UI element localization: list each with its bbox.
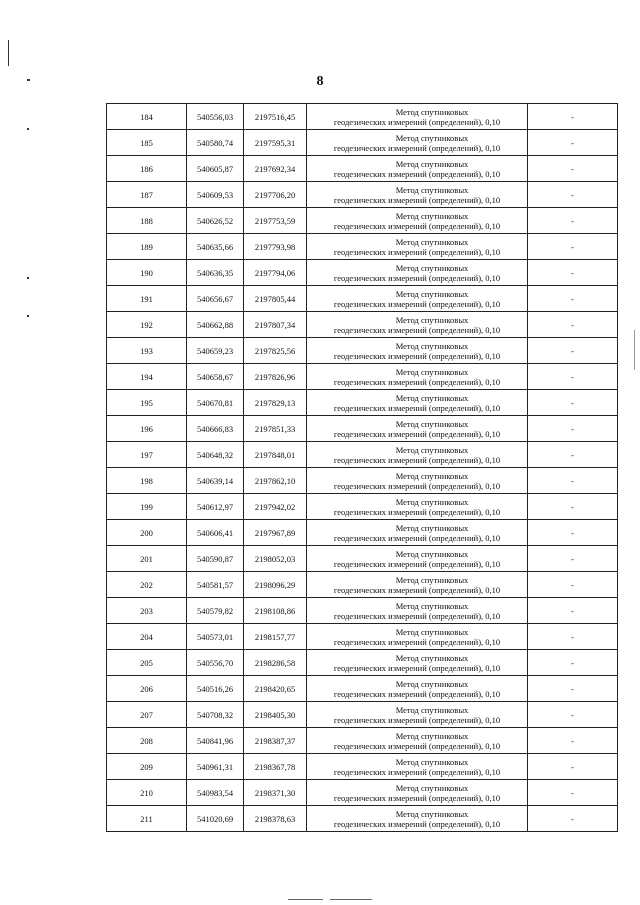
table-row [107, 364, 618, 390]
method-line2: геодезических измерений (определений), 0,10 [333, 610, 501, 621]
method-cell [307, 624, 528, 650]
point-number-cell: 207 [107, 702, 187, 728]
method-line1: Метод спутниковых [395, 314, 469, 325]
table-row [107, 728, 618, 754]
table-row [107, 182, 618, 208]
y-coordinate-cell: 2197516,45 [244, 104, 307, 130]
method-line1: Метод спутниковых [395, 756, 469, 767]
method-cell [307, 156, 528, 182]
method-line2: геодезических измерений (определений), 0,10 [333, 688, 501, 699]
point-number-cell: 208 [107, 728, 187, 754]
method-cell [307, 312, 528, 338]
method-line1: Метод спутниковых [395, 678, 469, 689]
x-coordinate-cell: 540983,54 [187, 780, 244, 806]
y-coordinate-cell: 2198420,65 [244, 676, 307, 702]
method-line1: Метод спутниковых [395, 158, 469, 169]
x-coordinate-cell: 540626,52 [187, 208, 244, 234]
scan-artifact-bar [8, 40, 9, 66]
method-cell [307, 546, 528, 572]
note-cell: - [528, 676, 618, 702]
table-row [107, 312, 618, 338]
point-number-cell: 194 [107, 364, 187, 390]
note-cell: - [528, 754, 618, 780]
y-coordinate-cell: 2198096,29 [244, 572, 307, 598]
method-cell [307, 650, 528, 676]
table-row [107, 676, 618, 702]
method-cell [307, 494, 528, 520]
method-line2: геодезических измерений (определений), 0,10 [333, 454, 501, 465]
method-line2: геодезических измерений (определений), 0,10 [333, 766, 501, 777]
scan-artifact-dot [27, 79, 30, 81]
point-number-cell: 189 [107, 234, 187, 260]
note-cell: - [528, 494, 618, 520]
method-line1: Метод спутниковых [395, 470, 469, 481]
coordinates-table [106, 103, 618, 832]
table-row [107, 494, 618, 520]
note-cell: - [528, 104, 618, 130]
x-coordinate-cell: 540609,53 [187, 182, 244, 208]
y-coordinate-cell: 2197829,13 [244, 390, 307, 416]
table-row [107, 234, 618, 260]
y-coordinate-cell: 2198378,63 [244, 806, 307, 832]
method-cell [307, 208, 528, 234]
note-cell: - [528, 598, 618, 624]
note-cell: - [528, 156, 618, 182]
method-line1: Метод спутниковых [395, 574, 469, 585]
point-number-cell: 192 [107, 312, 187, 338]
y-coordinate-cell: 2198405,30 [244, 702, 307, 728]
method-line2: геодезических измерений (определений), 0,10 [333, 376, 501, 387]
table-row [107, 598, 618, 624]
y-coordinate-cell: 2197692,34 [244, 156, 307, 182]
method-cell [307, 442, 528, 468]
x-coordinate-cell: 540573,01 [187, 624, 244, 650]
y-coordinate-cell: 2198286,58 [244, 650, 307, 676]
method-line1: Метод спутниковых [395, 730, 469, 741]
note-cell: - [528, 416, 618, 442]
x-coordinate-cell: 540708,32 [187, 702, 244, 728]
y-coordinate-cell: 2197825,56 [244, 338, 307, 364]
method-cell [307, 364, 528, 390]
method-cell [307, 598, 528, 624]
note-cell: - [528, 728, 618, 754]
x-coordinate-cell: 540606,41 [187, 520, 244, 546]
method-line2: геодезических измерений (определений), 0,10 [333, 740, 501, 751]
y-coordinate-cell: 2198367,78 [244, 754, 307, 780]
y-coordinate-cell: 2197942,02 [244, 494, 307, 520]
method-cell [307, 780, 528, 806]
point-number-cell: 198 [107, 468, 187, 494]
method-line1: Метод спутниковых [395, 288, 469, 299]
table-row [107, 104, 618, 130]
method-cell [307, 728, 528, 754]
method-cell [307, 806, 528, 832]
method-line2: геодезических измерений (определений), 0,10 [333, 246, 501, 257]
method-line1: Метод спутниковых [395, 600, 469, 611]
x-coordinate-cell: 540658,67 [187, 364, 244, 390]
method-line1: Метод спутниковых [395, 262, 469, 273]
y-coordinate-cell: 2198387,37 [244, 728, 307, 754]
table-row [107, 156, 618, 182]
method-cell [307, 234, 528, 260]
x-coordinate-cell: 540648,32 [187, 442, 244, 468]
method-line1: Метод спутниковых [395, 626, 469, 637]
y-coordinate-cell: 2197848,01 [244, 442, 307, 468]
method-line1: Метод спутниковых [395, 392, 469, 403]
method-line2: геодезических измерений (определений), 0,10 [333, 662, 501, 673]
note-cell: - [528, 806, 618, 832]
note-cell: - [528, 442, 618, 468]
y-coordinate-cell: 2197595,31 [244, 130, 307, 156]
point-number-cell: 197 [107, 442, 187, 468]
point-number-cell: 187 [107, 182, 187, 208]
point-number-cell: 191 [107, 286, 187, 312]
x-coordinate-cell: 540516,26 [187, 676, 244, 702]
point-number-cell: 200 [107, 520, 187, 546]
method-line2: геодезических измерений (определений), 0,10 [333, 480, 501, 491]
note-cell: - [528, 182, 618, 208]
method-line1: Метод спутниковых [395, 496, 469, 507]
table-row [107, 338, 618, 364]
x-coordinate-cell: 540590,87 [187, 546, 244, 572]
x-coordinate-cell: 540636,35 [187, 260, 244, 286]
method-line2: геодезических измерений (определений), 0,10 [333, 506, 501, 517]
table-row [107, 780, 618, 806]
method-line1: Метод спутниковых [395, 184, 469, 195]
note-cell: - [528, 312, 618, 338]
point-number-cell: 185 [107, 130, 187, 156]
method-line2: геодезических измерений (определений), 0,10 [333, 272, 501, 283]
method-line2: геодезических измерений (определений), 0,10 [333, 324, 501, 335]
x-coordinate-cell: 540662,88 [187, 312, 244, 338]
y-coordinate-cell: 2197826,96 [244, 364, 307, 390]
point-number-cell: 201 [107, 546, 187, 572]
method-line1: Метод спутниковых [395, 548, 469, 559]
method-line1: Метод спутниковых [395, 782, 469, 793]
method-line2: геодезических измерений (определений), 0,10 [333, 818, 501, 829]
method-cell [307, 260, 528, 286]
method-cell [307, 416, 528, 442]
y-coordinate-cell: 2197967,89 [244, 520, 307, 546]
y-coordinate-cell: 2197805,44 [244, 286, 307, 312]
note-cell: - [528, 624, 618, 650]
note-cell: - [528, 338, 618, 364]
point-number-cell: 186 [107, 156, 187, 182]
scan-artifact-dot [27, 315, 29, 317]
method-line2: геодезических измерений (определений), 0,10 [333, 298, 501, 309]
point-number-cell: 188 [107, 208, 187, 234]
method-line2: геодезических измерений (определений), 0,10 [333, 584, 501, 595]
method-cell [307, 520, 528, 546]
y-coordinate-cell: 2198157,77 [244, 624, 307, 650]
scan-artifact-dot [27, 128, 29, 130]
x-coordinate-cell: 540556,03 [187, 104, 244, 130]
point-number-cell: 184 [107, 104, 187, 130]
method-line1: Метод спутниковых [395, 340, 469, 351]
y-coordinate-cell: 2198371,30 [244, 780, 307, 806]
note-cell: - [528, 286, 618, 312]
note-cell: - [528, 468, 618, 494]
y-coordinate-cell: 2197753,59 [244, 208, 307, 234]
table-row [107, 286, 618, 312]
note-cell: - [528, 208, 618, 234]
table-row [107, 390, 618, 416]
point-number-cell: 210 [107, 780, 187, 806]
x-coordinate-cell: 540581,57 [187, 572, 244, 598]
method-cell [307, 182, 528, 208]
note-cell: - [528, 572, 618, 598]
y-coordinate-cell: 2197862,10 [244, 468, 307, 494]
point-number-cell: 205 [107, 650, 187, 676]
point-number-cell: 190 [107, 260, 187, 286]
note-cell: - [528, 234, 618, 260]
method-cell [307, 286, 528, 312]
table-row [107, 442, 618, 468]
y-coordinate-cell: 2197793,98 [244, 234, 307, 260]
method-cell [307, 104, 528, 130]
x-coordinate-cell: 540579,82 [187, 598, 244, 624]
coordinates-table-body [107, 104, 618, 832]
table-row [107, 754, 618, 780]
table-row [107, 702, 618, 728]
footer-line [288, 899, 323, 900]
note-cell: - [528, 390, 618, 416]
page-number: 8 [316, 74, 324, 89]
point-number-cell: 193 [107, 338, 187, 364]
x-coordinate-cell: 540666,83 [187, 416, 244, 442]
x-coordinate-cell: 540656,67 [187, 286, 244, 312]
table-row [107, 520, 618, 546]
note-cell: - [528, 780, 618, 806]
table-row [107, 130, 618, 156]
table-row [107, 650, 618, 676]
method-line2: геодезических измерений (определений), 0,10 [333, 220, 501, 231]
y-coordinate-cell: 2198108,86 [244, 598, 307, 624]
table-row [107, 260, 618, 286]
method-cell [307, 468, 528, 494]
x-coordinate-cell: 540841,96 [187, 728, 244, 754]
method-line1: Метод спутниковых [395, 444, 469, 455]
x-coordinate-cell: 540605,87 [187, 156, 244, 182]
method-cell [307, 130, 528, 156]
point-number-cell: 196 [107, 416, 187, 442]
x-coordinate-cell: 540556,70 [187, 650, 244, 676]
y-coordinate-cell: 2198052,03 [244, 546, 307, 572]
x-coordinate-cell: 540635,66 [187, 234, 244, 260]
table-row [107, 572, 618, 598]
x-coordinate-cell: 540659,23 [187, 338, 244, 364]
method-cell [307, 338, 528, 364]
method-line2: геодезических измерений (определений), 0,10 [333, 194, 501, 205]
y-coordinate-cell: 2197851,33 [244, 416, 307, 442]
table-row [107, 208, 618, 234]
point-number-cell: 199 [107, 494, 187, 520]
method-line1: Метод спутниковых [395, 418, 469, 429]
point-number-cell: 209 [107, 754, 187, 780]
table-row [107, 624, 618, 650]
table-row [107, 416, 618, 442]
method-cell [307, 702, 528, 728]
method-line1: Метод спутниковых [395, 132, 469, 143]
x-coordinate-cell: 540612,97 [187, 494, 244, 520]
method-line1: Метод спутниковых [395, 704, 469, 715]
method-line2: геодезических измерений (определений), 0,10 [333, 714, 501, 725]
method-line2: геодезических измерений (определений), 0,10 [333, 636, 501, 647]
method-cell [307, 676, 528, 702]
note-cell: - [528, 520, 618, 546]
y-coordinate-cell: 2197794,06 [244, 260, 307, 286]
note-cell: - [528, 260, 618, 286]
method-line2: геодезических измерений (определений), 0,10 [333, 558, 501, 569]
y-coordinate-cell: 2197807,34 [244, 312, 307, 338]
x-coordinate-cell: 541020,69 [187, 806, 244, 832]
method-line1: Метод спутниковых [395, 106, 469, 117]
method-line1: Метод спутниковых [395, 808, 469, 819]
scan-artifact-bar [634, 330, 635, 370]
method-line1: Метод спутниковых [395, 366, 469, 377]
method-line2: геодезических измерений (определений), 0,10 [333, 142, 501, 153]
point-number-cell: 202 [107, 572, 187, 598]
table-row [107, 546, 618, 572]
method-line2: геодезических измерений (определений), 0,10 [333, 402, 501, 413]
x-coordinate-cell: 540580,74 [187, 130, 244, 156]
table-row [107, 468, 618, 494]
point-number-cell: 211 [107, 806, 187, 832]
point-number-cell: 203 [107, 598, 187, 624]
point-number-cell: 204 [107, 624, 187, 650]
method-cell [307, 572, 528, 598]
note-cell: - [528, 364, 618, 390]
method-line1: Метод спутниковых [395, 522, 469, 533]
method-cell [307, 754, 528, 780]
method-line1: Метод спутниковых [395, 652, 469, 663]
scan-artifact-dot [27, 277, 29, 279]
method-line2: геодезических измерений (определений), 0,10 [333, 350, 501, 361]
method-line2: геодезических измерений (определений), 0,10 [333, 428, 501, 439]
point-number-cell: 206 [107, 676, 187, 702]
note-cell: - [528, 130, 618, 156]
note-cell: - [528, 650, 618, 676]
method-line2: геодезических измерений (определений), 0,10 [333, 168, 501, 179]
y-coordinate-cell: 2197706,20 [244, 182, 307, 208]
method-line2: геодезических измерений (определений), 0,10 [333, 792, 501, 803]
note-cell: - [528, 702, 618, 728]
table-row [107, 806, 618, 832]
footer-line [330, 899, 372, 900]
method-line2: геодезических измерений (определений), 0,10 [333, 532, 501, 543]
method-line1: Метод спутниковых [395, 210, 469, 221]
x-coordinate-cell: 540961,31 [187, 754, 244, 780]
point-number-cell: 195 [107, 390, 187, 416]
x-coordinate-cell: 540670,81 [187, 390, 244, 416]
x-coordinate-cell: 540639,14 [187, 468, 244, 494]
method-cell [307, 390, 528, 416]
note-cell: - [528, 546, 618, 572]
method-line1: Метод спутниковых [395, 236, 469, 247]
method-line2: геодезических измерений (определений), 0,10 [333, 116, 501, 127]
